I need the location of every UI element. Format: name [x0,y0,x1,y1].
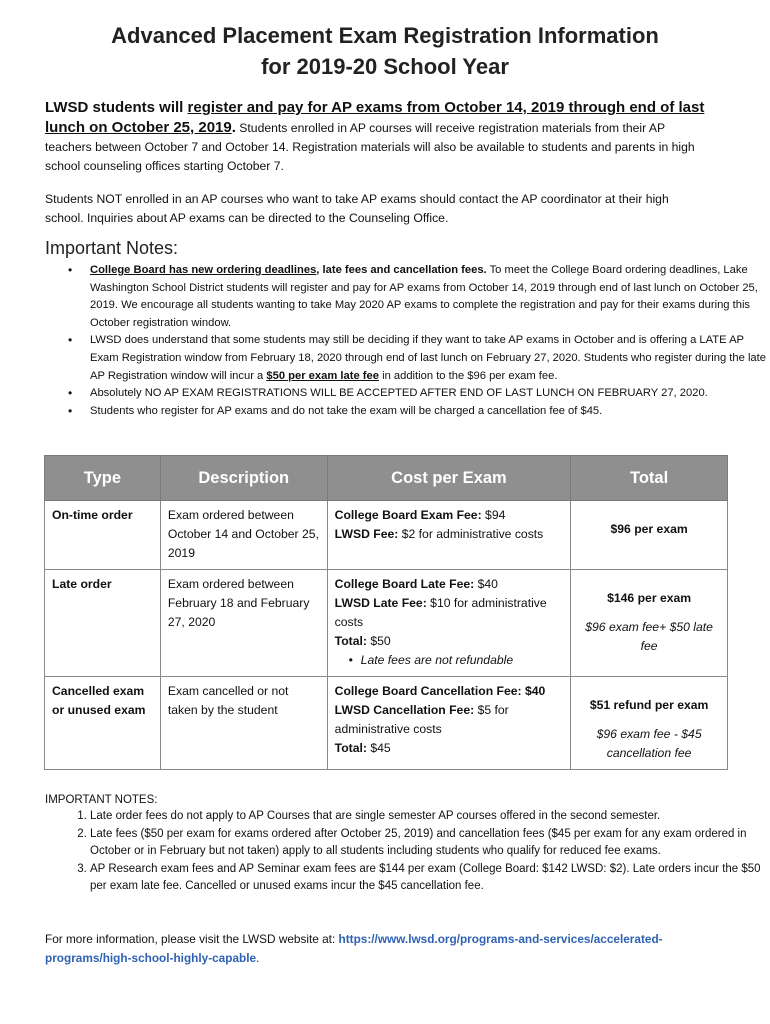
fee-table-header-row [45,456,728,501]
row-type: Late order [45,570,161,677]
row-type: On-time order [45,501,161,570]
important-notes-2-list [45,808,762,896]
note-item: • Absolutely NO AP EXAM REGISTRATIONS WILL BE ACCEPTED AFTER END OF LAST LUNCH ON FEBRUARY 27, 2020. [90,385,770,403]
cb-fee-label: College Board Exam Fee: [334,508,482,522]
total-label: Total: [334,741,367,755]
total-label: Total: [334,634,367,648]
important-notes-2-heading: IMPORTANT NOTES: [45,794,158,806]
table-row [45,501,728,570]
cb-fee-label: College Board Cancellation Fee: $40 [334,684,546,698]
registration-window: register and pay for AP exams from October 14, 2019 through end of last lunch on October 25, 2019 [45,99,705,136]
more-info-text: For more information, please visit the LWSD website at: [45,932,339,946]
note-2-end: in addition to the $96 per exam fee. [378,369,558,382]
row-cost [327,501,571,570]
list-item: 2. Late fees ($50 per exam for exams ordered after October 25, 2019) and cancellation fees ($45 per exam for any exam ordered in October or in February but not taken) apply to all students including students who qualify for reduced fee exams. [90,826,762,861]
note-2-text: LWSD does understand that some students may still be deciding if they want to take AP exams in October and is offering a LATE AP Exam Registration window from February 18, 2020 through end of last lunch on February 27, 2020. Students who register during the late AP Registration window will incur a [90,334,766,382]
header-description: Description [160,456,327,501]
cb-fee-label: College Board Late Fee: [334,577,475,591]
lwsd-fee-label: LWSD Fee: [334,527,399,541]
lwsd-fee-value: $5 for administrative costs [334,703,509,736]
non-enrolled-paragraph: Students NOT enrolled in an AP courses who want to take AP exams should contact the AP coordinator at their high school. Inquiries about AP exams can be directed to the Counseling Office. [45,192,669,225]
title-line-2: for 2019-20 School Year [261,54,509,79]
lwsd-fee-label: LWSD Cancellation Fee: [334,703,475,717]
row-description: Exam cancelled or not taken by the student [160,677,327,770]
total-value: $50 [366,634,391,648]
row-total-note: $96 exam fee+ $50 late fee [585,620,713,653]
row-total-amount: $146 per exam [607,591,692,605]
table-row [45,570,728,677]
header-total: Total [571,456,728,501]
lwsd-fee-label: LWSD Late Fee: [334,596,427,610]
header-type: Type [45,456,161,501]
note-item [90,332,770,385]
list-item: 1. Late order fees do not apply to AP Courses that are single semester AP courses offered in the second semester. [90,808,762,826]
lwsd-fee-value: $2 for administrative costs [398,527,544,541]
intro-paragraph [45,98,710,176]
row-type: Cancelled exam or unused exam [45,677,161,770]
page-title [20,20,750,82]
row-total [571,570,728,677]
cb-fee-value: $94 [481,508,506,522]
more-info-end: . [256,951,260,965]
table-row [45,677,728,770]
note-1-underlined: College Board has new ordering deadlines [90,264,317,276]
row-cost [327,677,571,770]
note-1-text: To meet the College Board ordering deadlines, Lake Washington School District students will register and pay for AP exams from October 14, 2019 through end of last lunch on October 25, 2019. We encourage all students wanting to take May 2020 AP exams to complete the registration and pay for their exams during this October registration window. [90,264,758,329]
header-cost: Cost per Exam [327,456,571,501]
intro-rest: Students enrolled in AP courses will receive registration materials from their AP teachers between October 7 and October 14. Registration materials will also be available to students and parents in high school counseling offices starting October 7. [45,121,695,173]
late-fee-highlight: $50 per exam late fee [266,369,379,382]
intro-lead: LWSD students will [45,99,188,116]
more-info [45,930,725,968]
title-line-1: Advanced Placement Exam Registration Information [111,23,659,48]
intro-lead-period: . [231,119,236,136]
important-notes-heading: Important Notes: [45,238,179,258]
row-total [571,677,728,770]
row-total-amount: $96 per exam [610,522,688,536]
list-item: 3. AP Research exam fees and AP Seminar exam fees are $144 per exam (College Board: $142 LWSD: $2). Late orders incur the $50 per exam late fee. Cancelled or unused exams incur the $45 cancellation fee. [90,861,762,896]
row-description: Exam ordered between October 14 and October 25, 2019 [160,501,327,570]
late-fee-bullet: • Late fees are not refundable [335,651,564,670]
fee-table [44,455,728,770]
row-total-amount: $51 refund per exam [589,698,709,712]
important-notes-list [45,262,770,420]
total-value: $45 [366,741,391,755]
row-cost [327,570,571,677]
cb-fee-value: $40 [474,577,498,591]
note-1-bold: , late fees and cancellation fees. [316,264,487,276]
row-description: Exam ordered between February 18 and February 27, 2020 [160,570,327,677]
lwsd-fee-value: $10 for administrative costs [334,596,547,629]
note-item [90,262,770,332]
row-total [571,501,728,570]
note-item: • Students who register for AP exams and do not take the exam will be charged a cancellation fee of $45. [90,403,770,421]
row-total-note: $96 exam fee - $45 cancellation fee [596,727,702,760]
lwsd-website-link[interactable]: https://www.lwsd.org/programs-and-services/accelerated-programs/high-school-highly-capable [45,932,663,965]
